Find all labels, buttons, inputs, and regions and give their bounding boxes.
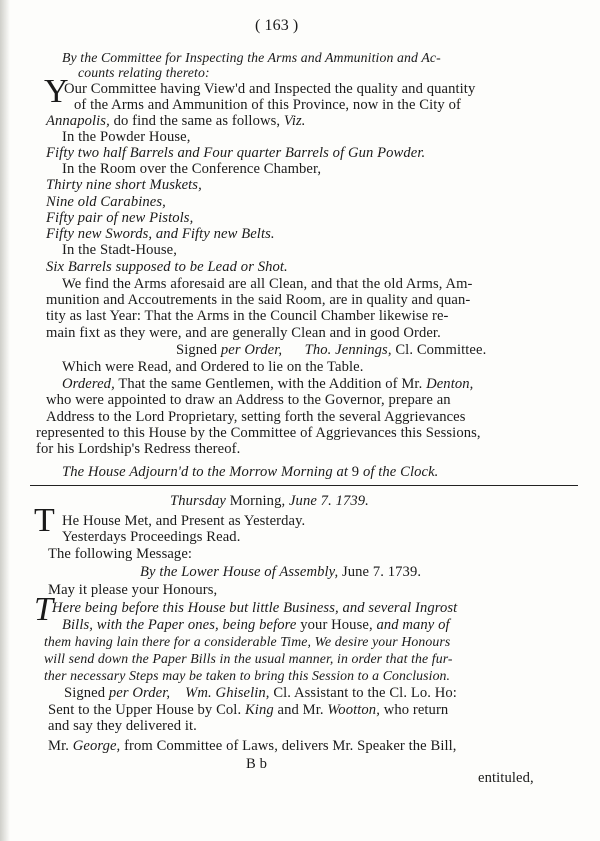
find-line-1: We find the Arms aforesaid are all Clean, and that the old Arms, Am- [62,276,473,292]
message-line-3 [44,634,450,650]
committee-heading-line-2: counts relating thereto: [78,65,210,80]
sent-line-2: and say they delivered it. [48,718,197,734]
ordered-word: Ordered, [62,376,115,392]
date-day: Thursday [170,493,226,509]
message-line-2c: and many of [376,617,450,633]
report-line-3 [46,113,306,129]
george-text: from Committee of Laws, delivers Mr. Speaker the Bill, [124,738,457,754]
message-line-1: Here being before this House but little Business, and several Ingrost [52,600,458,616]
adjourn-end: of the Clock. [362,464,439,480]
ordered-line-3: Address to the Lord Proprietary, setting forth the several Aggrievances [46,409,466,425]
george-mr: Mr. [48,738,69,754]
adjourn-hour: 9 [351,464,360,480]
adjourn-line [62,464,438,480]
report-line-1: Our Committee having View'd and Inspected the quality and quantity [64,81,476,97]
message-line-4: will send down the Paper Bills in the usual manner, in order that the fur- [44,651,453,666]
pistols: Fifty pair of new Pistols, [46,210,194,226]
signature-mark: B b [246,756,267,772]
following-message: The following Message: [48,546,193,562]
find-line-3: tity as last Year: That the Arms in the Council Chamber likewise re- [46,308,449,324]
ordered-line-2: who were appointed to draw an Address to the Governor, prepare an [46,392,451,408]
signed-ghiselin [64,685,457,701]
yesterday-read: Yesterdays Proceedings Read. [62,529,241,545]
sent-and: and Mr. [277,702,324,718]
george-line [48,738,457,754]
viz: Viz. [283,113,306,129]
date-line [170,493,369,509]
find-line-4: main fixt as they were, and are generally Clean and in good Order. [46,325,441,341]
carabines: Nine old Carabines, [46,194,166,210]
name-king: King [244,702,274,718]
powder-barrels: Fifty two half Barrels and Four quarter Barrels of Gun Powder. [46,145,426,161]
house-met: He House Met, and Present as Yesterday. [62,513,306,529]
per-order: per Order, [220,342,283,358]
date-value: June 7. 1739. [288,493,369,509]
muskets: Thirty nine short Muskets, [46,177,202,193]
name-wootton: Wootton, [327,702,380,718]
name-denton: Denton, [426,376,474,392]
swords-belts: Fifty new Swords, and Fifty new Belts. [46,226,275,242]
message-line-3b: We desire your Honours [314,634,451,649]
lower-house-line [140,564,421,580]
find-line-2: munition and Accoutrements in the said Room, are in quality and quan- [46,292,471,308]
message-line-5: ther necessary Steps may be taken to bring this Session to a Conclusion. [44,668,451,683]
report-line-2: of the Arms and Ammunition of this Province, now in the City of [74,97,461,113]
ordered-line-1 [62,376,473,392]
message-line-3a: them having lain there for a considerable Time, [44,634,312,649]
signed-label: Signed [176,342,218,358]
signed-jennings [176,342,486,358]
drop-cap-y: Y [44,73,69,110]
drop-cap-t: T [34,502,55,539]
lower-house-by: By the Lower House of Assembly, [140,564,339,580]
lower-house-date: June 7. 1739. [341,564,422,580]
signer-name-2: Wm. Ghiselin, [185,685,270,701]
read-ordered: Which were Read, and Ordered to lie on the Table. [62,359,364,375]
per-order-2: per Order, [108,685,171,701]
ordered-line-5: for his Lordship's Redress thereof. [36,441,241,457]
sent-text: Sent to the Upper House by Col. [48,702,242,718]
committee-heading-line-1: By the Committee for Inspecting the Arms and Ammunition and Ac- [62,50,441,65]
catchword: entituled, [478,770,534,786]
ordered-line-4: represented to this House by the Committee of Aggrievances this Sessions, [36,425,481,441]
may-please: May it please your Honours, [48,582,218,598]
message-line-2a: Bills, with the Paper ones, being before [62,617,297,633]
report-line-3-text: do find the same as follows, [113,113,281,129]
date-morning: Morning, [229,493,286,509]
sent-end: who return [383,702,449,718]
powder-house: In the Powder House, [62,129,191,145]
room-over-conference: In the Room over the Conference Chamber, [62,161,322,177]
ordered-line-1-text: That the same Gentlemen, with the Addition of Mr. [118,376,423,392]
sent-line-1 [48,702,448,718]
message-line-2b: your House, [300,617,373,633]
stadt-house: In the Stadt-House, [62,242,177,258]
name-george: George, [72,738,121,754]
section-divider [30,485,578,486]
barrels-lead: Six Barrels supposed to be Lead or Shot. [46,259,288,275]
signer-title: Cl. Committee. [395,342,487,358]
place-annapolis: Annapolis, [46,113,110,129]
message-line-2 [62,617,450,633]
drop-cap-t-message: T [34,591,53,628]
signer-name: Tho. Jennings, [304,342,392,358]
signer-title-2: Cl. Assistant to the Cl. Lo. Ho: [273,685,457,701]
signed-label-2: Signed [64,685,106,701]
page-number: ( 163 ) [255,17,299,34]
adjourn-text: The House Adjourn'd to the Morrow Morning at [62,464,349,480]
binding-shadow [0,0,10,841]
